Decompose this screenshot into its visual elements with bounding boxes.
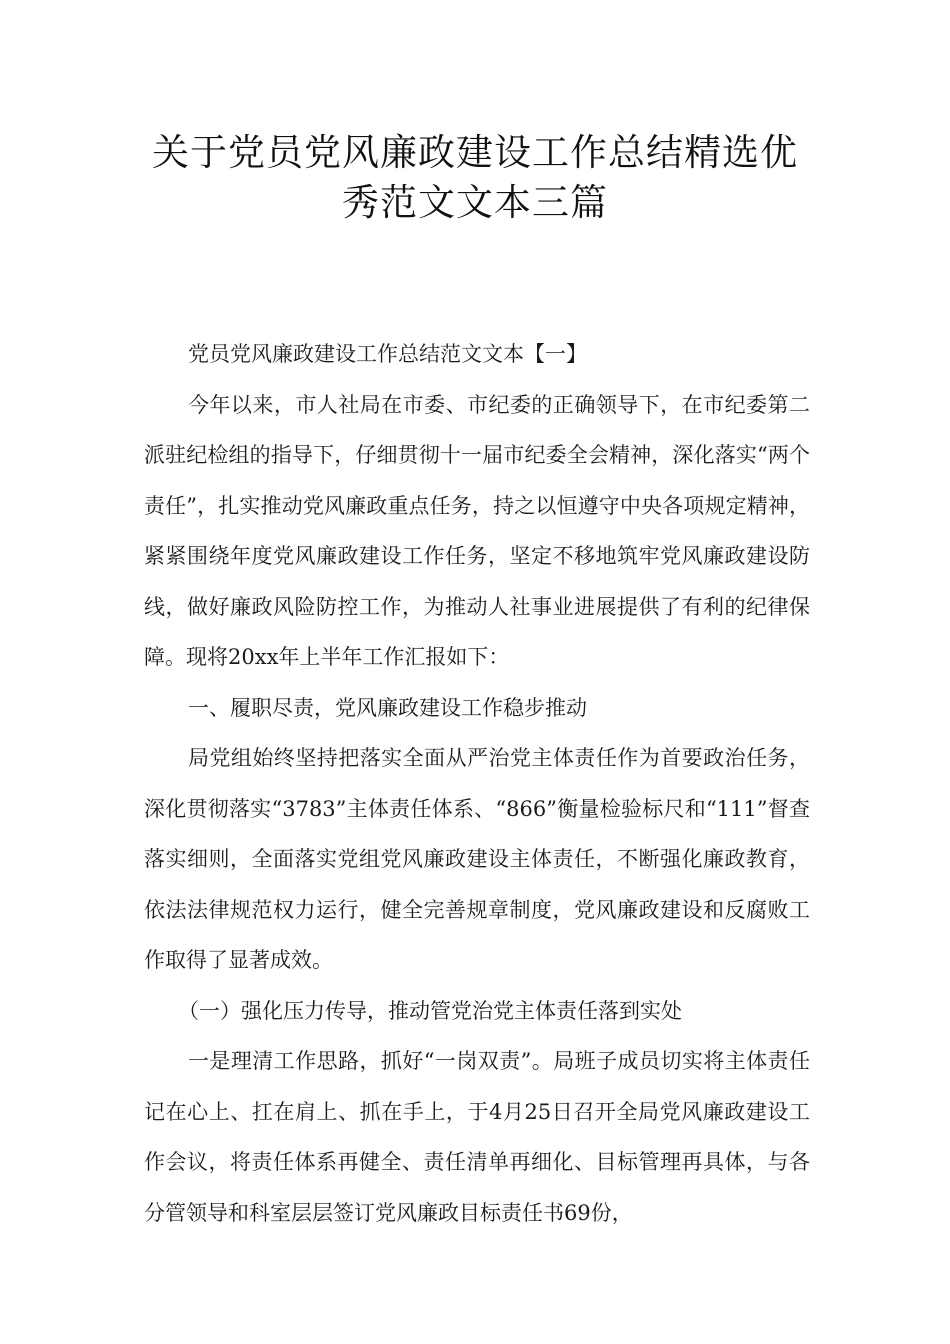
- document-body: [144, 329, 810, 1238]
- paragraph-work-ideas: 一是理清工作思路，抓好“一岗双责”。局班子成员切实将主体责任记在心上、扛在肩上、抓在手上，于4月25日召开全局党风廉政建设工作会议，将责任体系再健全、责任清单再细化、目标管理再具体，与各分管领导和科室层层签订党风廉政目标责任书69份，: [144, 1049, 810, 1225]
- heading-level-2: （一）强化压力传导，推动管党治党主体责任落到实处: [178, 998, 682, 1023]
- title-line-1: 关于党员党风廉政建设工作总结精选优: [152, 131, 798, 174]
- document-title: [100, 128, 850, 228]
- section-heading: 党员党风廉政建设工作总结范文文本【一】: [188, 342, 587, 366]
- heading-level-1: 一、履职尽责，党风廉政建设工作稳步推动: [188, 695, 587, 720]
- paragraph-intro: 今年以来，市人社局在市委、市纪委的正确领导下，在市纪委第二派驻纪检组的指导下，仔细贯彻十一届市纪委全会精神，深化落实“两个责任”，扎实推动党风廉政重点任务，持之以恒遵守中央各项规定精神，紧紧围绕年度党风廉政建设工作任务，坚定不移地筑牢党风廉政建设防线，做好廉政风险防控工作，为推动人社事业进展提供了有利的纪律保障。现将20xx年上半年工作汇报如下：: [144, 392, 810, 669]
- paragraph-responsibility: 局党组始终坚持把落实全面从严治党主体责任作为首要政治任务，深化贯彻落实“3783”主体责任体系、“866”衡量检验标尺和“111”督查落实细则，全面落实党组党风廉政建设主体责任，不断强化廉政教育，依法法律规范权力运行，健全完善规章制度，党风廉政建设和反腐败工作取得了显著成效。: [144, 746, 810, 972]
- title-line-2: 秀范文文本三篇: [342, 181, 608, 224]
